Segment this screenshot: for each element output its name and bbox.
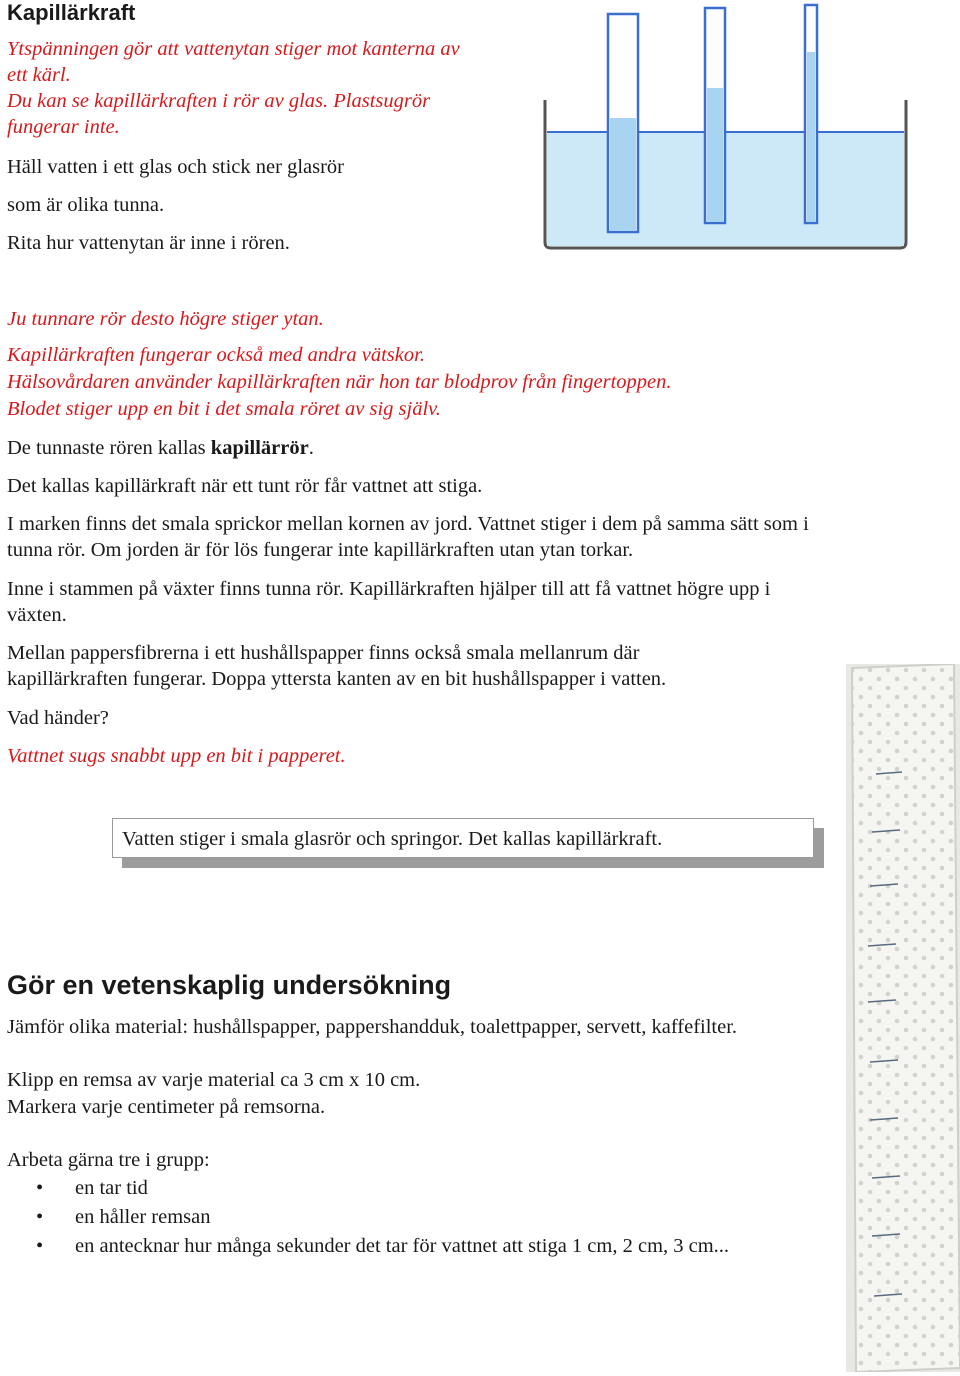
section-title-investigation: Gör en vetenskaplig undersökning	[7, 970, 452, 1000]
paper-strip-photo	[846, 664, 960, 1372]
paper-line-1: Mellan pappersfibrerna i ett hushållspapper finns också smala mellanrum där	[7, 642, 640, 664]
bullet-icon: •	[36, 1235, 44, 1257]
intro-line-2: ett kärl.	[7, 64, 71, 86]
answer-line-4: Blodet stiger upp en bit i det smala röret av sig själv.	[7, 398, 441, 420]
group-role-list	[36, 1174, 729, 1261]
answer-line-2: Kapillärkraften fungerar också med andra vätskor.	[7, 344, 425, 366]
list-item	[36, 1203, 729, 1232]
answer-line-3: Hälsovårdaren använder kapillärkraften när hon tar blodprov från fingertoppen.	[7, 371, 672, 393]
paper-line-2: kapillärkraften fungerar. Doppa yttersta kanten av en bit hushållspapper i vatten.	[7, 668, 667, 690]
thinnest-period: .	[308, 437, 314, 459]
task-line-3: Rita hur vattenytan är inne i rören.	[7, 232, 290, 254]
group-intro: Arbeta gärna tre i grupp:	[7, 1149, 210, 1171]
bullet-icon: •	[36, 1206, 44, 1228]
cut-line-1: Klipp en remsa av varje material ca 3 cm x 10 cm.	[7, 1069, 421, 1091]
answer-line-1: Ju tunnare rör desto högre stiger ytan.	[7, 308, 324, 330]
page-title: Kapillärkraft	[7, 0, 136, 25]
plants-line-1: Inne i stammen på växter finns tunna rör. Kapillärkraften hjälper till att få vattnet högre upp i	[7, 578, 771, 600]
thinnest-text: De tunnaste rören kallas	[7, 437, 211, 459]
plants-line-2: växten.	[7, 604, 67, 626]
answer-paper: Vattnet sugs snabbt upp en bit i papperet.	[7, 745, 346, 767]
soil-line-2: tunna rör. Om jorden är för lös fungerar inte kapillärkraften utan ytan torkar.	[7, 539, 634, 561]
intro-line-1: Ytspänningen gör att vattenytan stiger mot kanterna av	[7, 38, 460, 60]
cut-line-2: Markera varje centimeter på remsorna.	[7, 1096, 326, 1118]
capillary-tubes-illustration	[540, 2, 912, 250]
task-line-1: Häll vatten i ett glas och stick ner glasrör	[7, 156, 345, 178]
list-item-text: en antecknar hur många sekunder det tar för vattnet att stiga 1 cm, 2 cm, 3 cm...	[75, 1235, 730, 1257]
compare-line: Jämför olika material: hushållspapper, pappershandduk, toalettpapper, servett, kaffefilter.	[7, 1016, 738, 1038]
summary-callout: Vatten stiger i smala glasrör och springor. Det kallas kapillärkraft.	[112, 818, 814, 858]
soil-line-1: I marken finns det smala sprickor mellan kornen av jord. Vattnet stiger i dem på samma sätt som i	[7, 513, 809, 535]
bullet-icon: •	[36, 1177, 44, 1199]
question: Vad händer?	[7, 707, 109, 729]
definition-line: Det kallas kapillärkraft när ett tunt rör får vattnet att stiga.	[7, 475, 483, 497]
list-item	[36, 1232, 729, 1261]
task-line-2: som är olika tunna.	[7, 194, 165, 216]
list-item-text: en håller remsan	[75, 1206, 211, 1228]
intro-line-4: fungerar inte.	[7, 116, 120, 138]
intro-line-3: Du kan se kapillärkraften i rör av glas. Plastsugrör	[7, 90, 431, 112]
thinnest-tubes-line	[7, 435, 314, 462]
list-item-text: en tar tid	[75, 1177, 148, 1199]
list-item	[36, 1174, 729, 1203]
term-capillary-tubes: kapillärrör	[210, 437, 309, 459]
